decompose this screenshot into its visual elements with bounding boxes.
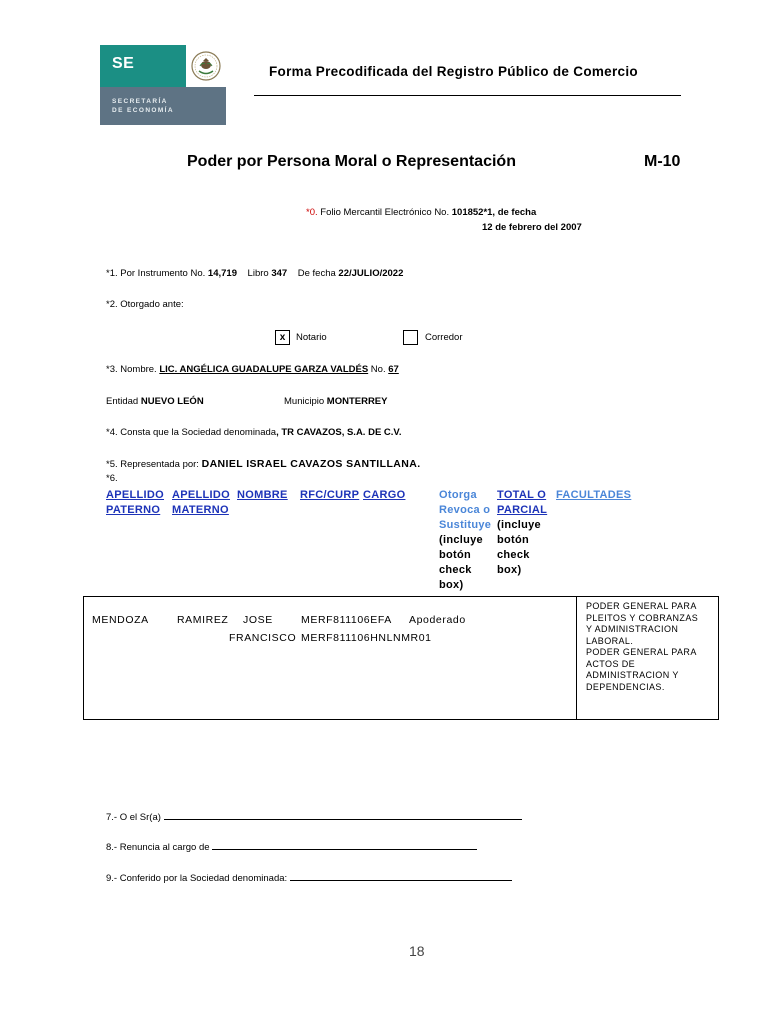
row-apellido-paterno[interactable]: MENDOZA — [92, 614, 149, 626]
field-5-label: *5. Representada por: — [106, 459, 199, 470]
field-3-no-label: No. — [370, 364, 386, 375]
col-total-note-line2: botón — [497, 534, 530, 546]
col-otorga-line3: Sustituye — [439, 519, 492, 531]
col-otorga-note-line1: (incluye — [439, 534, 483, 546]
secretaria-economia-logo — [100, 45, 226, 125]
field-4-sociedad — [106, 427, 402, 438]
field-3-no-value[interactable]: 67 — [388, 364, 399, 375]
field-9-label: 9.- Conferido por la Sociedad denominada: — [106, 873, 288, 884]
logo-subtitle-line2: DE ECONOMÍA — [112, 107, 174, 114]
notario-label: Notario — [296, 332, 327, 343]
col-rfc-curp: RFC/CURP — [300, 489, 360, 501]
col-apellido-paterno — [106, 488, 164, 518]
field-9-blank[interactable] — [290, 871, 512, 881]
facultad-line: PLEITOS Y COBRANZAS — [586, 612, 699, 623]
field-7-blank[interactable] — [164, 810, 522, 820]
field-7-label: 7.- O el Sr(a) — [106, 812, 161, 823]
page-number: 18 — [409, 943, 425, 959]
field-0-marker: *0. — [306, 207, 318, 218]
col-total-note-line1: (incluye — [497, 519, 541, 531]
header-divider — [254, 95, 681, 96]
col-cargo: CARGO — [363, 489, 406, 501]
corredor-checkbox[interactable] — [403, 330, 418, 345]
logo-subtitle — [112, 97, 174, 115]
facultad-line: DEPENDENCIAS. — [586, 681, 665, 692]
municipio-label: Municipio — [284, 396, 325, 407]
field-3-entidad — [106, 396, 204, 407]
row-curp[interactable]: MERF811106HNLNMR01 — [301, 632, 432, 644]
col-nombre: NOMBRE — [237, 489, 288, 501]
field-7 — [106, 810, 522, 823]
row-facultades[interactable] — [586, 601, 716, 693]
col-total-note-line3: check — [497, 549, 530, 561]
field-5-value[interactable]: DANIEL ISRAEL CAVAZOS SANTILLANA. — [201, 458, 421, 470]
logo-se-text: SE — [112, 55, 135, 72]
col-otorga-line2: Revoca o — [439, 504, 491, 516]
entidad-label: Entidad — [106, 396, 139, 407]
field-0-no-label: No. — [434, 207, 450, 218]
col-otorga-note-line3: check — [439, 564, 472, 576]
facultad-line: ACTOS DE — [586, 658, 636, 669]
logo-subtitle-line1: SECRETARÍA — [112, 98, 168, 105]
row-rfc[interactable]: MERF811106EFA — [301, 614, 392, 626]
field-1-label: *1. Por Instrumento No. — [106, 268, 206, 279]
field-0-folio — [306, 207, 536, 218]
field-0-date[interactable]: 12 de febrero del 2007 — [482, 222, 582, 233]
col-total-note — [497, 518, 541, 578]
col-total-note-line4: box) — [497, 564, 522, 576]
entidad-value[interactable]: NUEVO LEÓN — [140, 396, 204, 407]
field-3-municipio — [284, 396, 387, 407]
field-3-nombre — [106, 364, 399, 375]
mexico-seal-icon — [186, 45, 226, 87]
facultad-line: PODER GENERAL PARA — [586, 647, 697, 657]
col-apellido-paterno-line1: APELLIDO — [106, 489, 165, 501]
field-8-blank[interactable] — [212, 840, 477, 850]
col-otorga-note-line4: box) — [439, 579, 464, 591]
field-2-label: *2. Otorgado ante: — [106, 299, 184, 310]
field-3-label: *3. Nombre. — [106, 364, 157, 375]
field-0-label: Folio Mercantil Electrónico — [320, 207, 432, 218]
field-1-instrumento — [106, 268, 403, 279]
field-8-label: 8.- Renuncia al cargo de — [106, 842, 210, 853]
field-1-fecha-value[interactable]: 22/JULIO/2022 — [338, 268, 404, 279]
col-apellido-paterno-line2: PATERNO — [106, 504, 161, 516]
municipio-value[interactable]: MONTERREY — [326, 396, 388, 407]
col-facultades: FACULTADES — [556, 489, 632, 501]
field-4-label: *4. Consta que la Sociedad denominada — [106, 427, 277, 438]
field-4-value[interactable]: , TR CAVAZOS, S.A. DE C.V. — [276, 427, 402, 438]
row-nombre-2[interactable]: FRANCISCO — [229, 632, 297, 644]
col-total-line2: PARCIAL — [497, 504, 548, 516]
col-apellido-materno-line1: APELLIDO — [172, 489, 231, 501]
field-9 — [106, 871, 512, 884]
facultad-line: PODER GENERAL PARA — [586, 601, 697, 611]
col-otorga-line1: Otorga — [439, 489, 477, 501]
row-apellido-materno[interactable]: RAMIREZ — [177, 614, 229, 626]
field-0-value[interactable]: 101852*1, de fecha — [451, 207, 537, 218]
row-cargo[interactable]: Apoderado — [409, 614, 466, 626]
col-apellido-materno-line2: MATERNO — [172, 504, 229, 516]
facultad-line: ADMINISTRACION Y — [586, 670, 679, 680]
row-nombre-1[interactable]: JOSE — [243, 614, 273, 626]
header-title: Forma Precodificada del Registro Público de Comercio — [269, 64, 638, 79]
col-total-parcial — [497, 488, 547, 518]
col-otorga — [439, 488, 491, 533]
field-1-libro-label: Libro — [247, 268, 269, 279]
document-title: Poder por Persona Moral o Representación — [187, 153, 516, 170]
logo-se-block — [100, 45, 186, 87]
facultad-line: Y ADMINISTRACION — [586, 624, 679, 634]
field-1-libro-value[interactable]: 347 — [271, 268, 288, 279]
form-code: M-10 — [644, 153, 681, 170]
col-apellido-materno — [172, 488, 230, 518]
field-6-label: *6. — [106, 473, 118, 484]
col-otorga-note-line2: botón — [439, 549, 472, 561]
field-1-fecha-label: De fecha — [297, 268, 336, 279]
field-8 — [106, 840, 477, 853]
notario-checkbox[interactable]: x — [275, 330, 290, 345]
field-3-nombre-value[interactable]: LIC. ANGÉLICA GUADALUPE GARZA VALDÉS — [159, 364, 369, 375]
field-1-instrumento-value[interactable]: 14,719 — [207, 268, 237, 279]
field-5-representada — [106, 458, 421, 470]
facultad-line: LABORAL. — [586, 635, 634, 646]
table-divider — [576, 597, 577, 719]
corredor-label: Corredor — [425, 332, 463, 343]
col-otorga-note — [439, 533, 483, 593]
col-total-line1: TOTAL O — [497, 489, 547, 501]
